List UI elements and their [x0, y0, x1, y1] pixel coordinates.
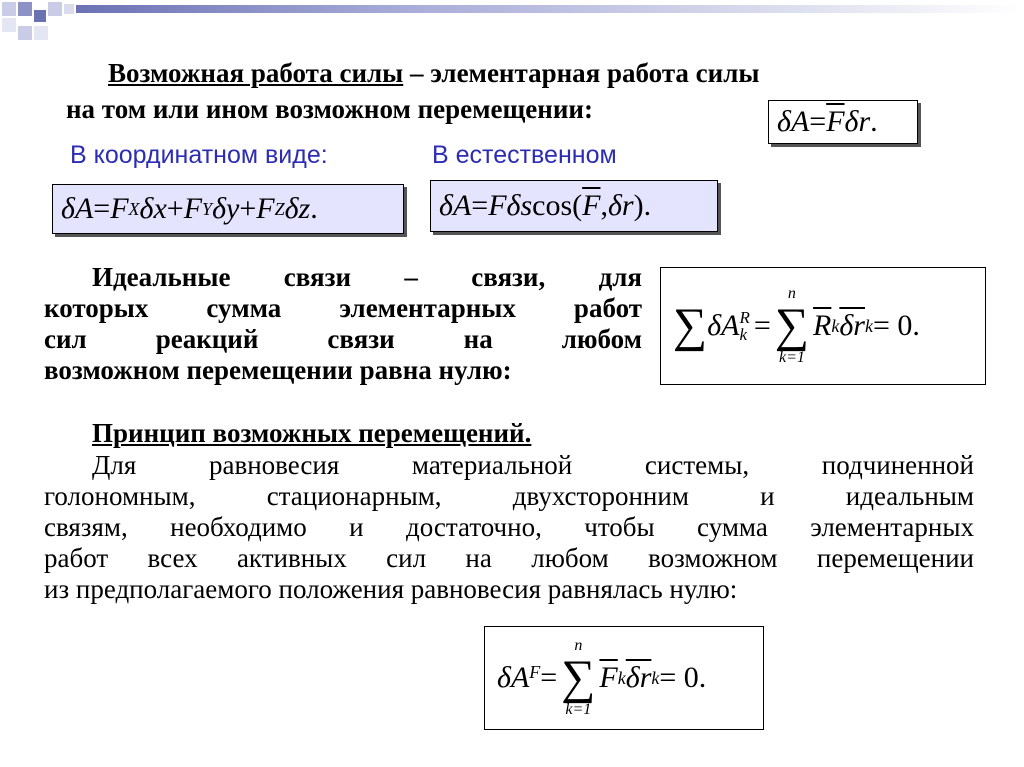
formula-text: δA: [707, 309, 740, 342]
formula-text: =: [753, 309, 771, 342]
formula-text: δA: [777, 105, 810, 138]
formula-text: F: [256, 192, 275, 225]
formula-text: F: [488, 189, 507, 222]
formula-text: δr: [607, 189, 634, 222]
decor-square: [48, 2, 62, 16]
formula-text: k=1: [565, 701, 592, 718]
formula-sub: Z: [274, 198, 285, 219]
formula-sub: k: [739, 325, 748, 344]
principle-formula: [484, 626, 764, 730]
principle-heading: Принцип возможных перемещений.: [92, 418, 532, 448]
formula-text: δx: [139, 192, 167, 225]
formula-text: .: [310, 192, 318, 225]
principle-line: работ всех активных сил на любом возможном перемещении: [44, 543, 974, 573]
ideal-line: Идеальные связи – связи, для: [92, 262, 642, 292]
title-decor-bar: [76, 5, 1022, 13]
formula-text: ,: [600, 189, 608, 222]
formula-text: +: [239, 192, 257, 225]
decor-square: [64, 4, 74, 14]
formula-sub: k: [864, 315, 873, 336]
formula-text: cos(: [532, 189, 583, 222]
formula-text: k=1: [778, 349, 805, 366]
formula-text: $\overline{F}$: [826, 105, 845, 138]
definition-term: Возможная работа силы: [108, 58, 404, 88]
principle-line: голономным, стационарным, двухсторонним и идеальным: [44, 481, 974, 511]
formula-sub: X: [128, 198, 140, 219]
formula-text: ∑: [561, 651, 596, 704]
sum-operator: [775, 286, 809, 366]
ideal-line: сил реакций связи на любом: [44, 324, 642, 354]
formula-text: δz: [284, 192, 311, 225]
principle-line: из предполагаемого положения равновесия равнялась нулю:: [44, 574, 738, 604]
definition-line-1: [108, 58, 968, 89]
formula-text: $\overline{R}$: [813, 309, 832, 342]
ideal-constraints-formula: [660, 267, 986, 385]
decor-square: [18, 2, 32, 16]
formula-text: =: [471, 189, 489, 222]
formula-text: = 0.: [659, 661, 707, 694]
formula-text: =: [809, 105, 827, 138]
formula-text: $\overline{\delta r}$: [625, 661, 652, 694]
formula-text: F: [183, 192, 203, 225]
formula-text: n: [787, 285, 796, 302]
formula-text: +: [166, 192, 184, 225]
decor-square: [18, 26, 32, 40]
formula-text: δA: [439, 189, 472, 222]
formula-text: δr: [844, 105, 871, 138]
sum-operator: [561, 638, 595, 718]
formula-text: ).: [633, 189, 652, 222]
decor-square: [34, 26, 48, 40]
ideal-line: возможном перемещении равна нулю:: [44, 355, 512, 385]
formula-text: δy: [212, 192, 240, 225]
decor-square: [2, 18, 16, 32]
principle-paragraph: [44, 450, 974, 605]
natural-formula: [430, 180, 718, 232]
formula-text: ∑: [774, 299, 810, 352]
decor-square: [2, 2, 16, 16]
formula-sub: k: [651, 667, 660, 688]
formula-text: $\overline{F}$: [599, 661, 618, 694]
formula-text: = 0.: [872, 309, 920, 342]
principle-line: Для равновесия материальной системы, подчиненной: [92, 450, 974, 480]
work-formula: [768, 100, 918, 144]
formula-sub: k: [831, 315, 840, 336]
formula-text: ∑: [673, 299, 708, 352]
ideal-constraints-paragraph: [44, 262, 642, 386]
principle-line: связям, необходимо и достаточно, чтобы сумма элементарных: [44, 512, 974, 542]
coordinate-form-label: В координатном виде:: [70, 141, 328, 169]
ideal-line: которых сумма элементарных работ: [44, 293, 642, 323]
formula-text: δs: [506, 189, 533, 222]
natural-form-label: В естественном: [432, 141, 617, 169]
formula-text: n: [574, 637, 583, 654]
formula-text: =: [93, 192, 111, 225]
formula-indices: [740, 309, 750, 343]
formula-sub: Y: [202, 198, 213, 219]
formula-text: F: [110, 192, 129, 225]
formula-text: δA: [61, 192, 94, 225]
coordinate-formula: [52, 184, 404, 234]
decor-square: [34, 10, 46, 22]
definition-rest: – элементарная работа силы: [403, 58, 760, 88]
formula-text: $\overline{\delta r}$: [839, 309, 865, 342]
formula-sup: R: [739, 308, 750, 327]
formula-sup: F: [529, 661, 541, 682]
formula-text: δA: [497, 661, 530, 694]
formula-text: $\overline{F}$: [582, 189, 601, 222]
definition-line-2: на том или ином возможном перемещении:: [66, 94, 593, 124]
formula-text: =: [540, 661, 558, 694]
formula-sub: k: [617, 667, 626, 688]
formula-text: .: [870, 105, 878, 138]
